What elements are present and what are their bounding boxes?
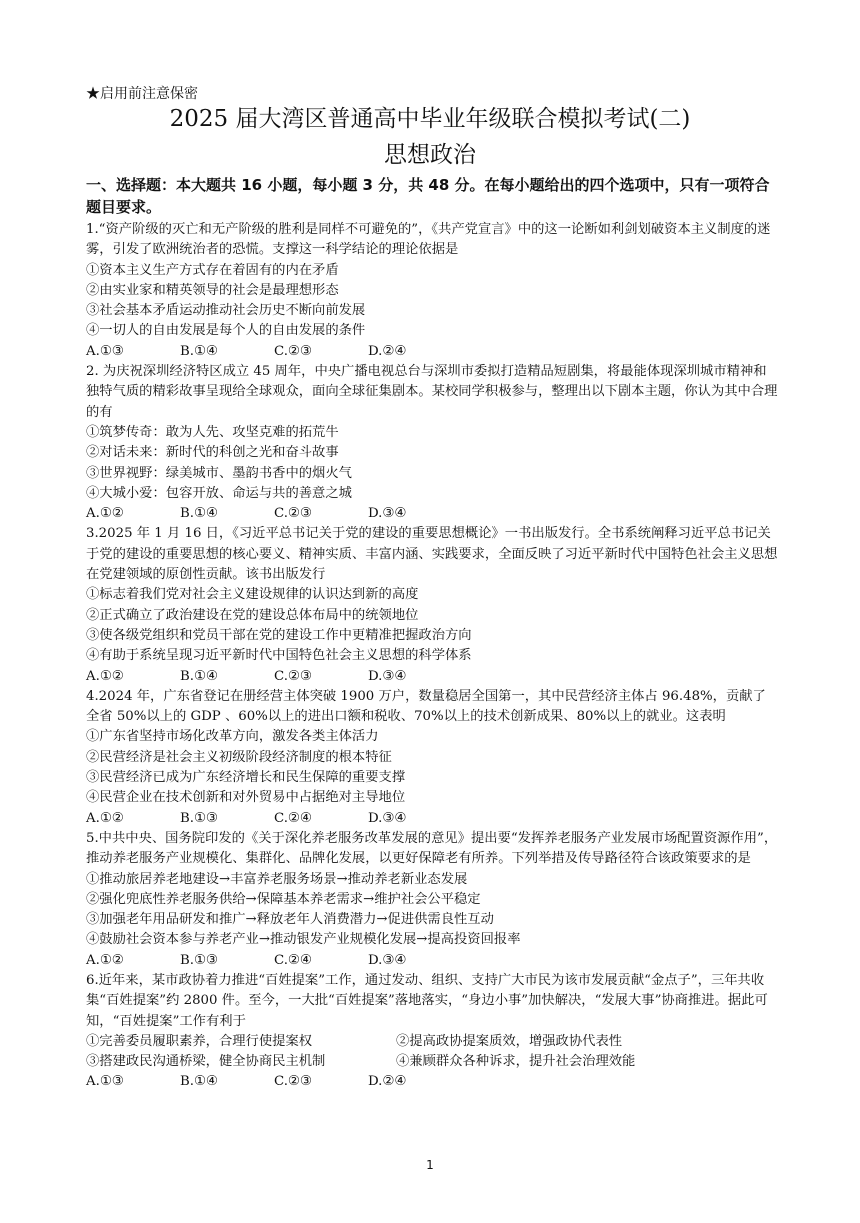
option-b: B.①③ xyxy=(180,952,218,968)
statement-item: ②提高政协提案质效，增强政协代表性 xyxy=(396,1033,623,1049)
option-d: D.②④ xyxy=(368,343,407,359)
statement-item: ②强化兜底性养老服务供给→保障基本养老需求→维护社会公平稳定 xyxy=(86,891,481,907)
statement-item: ①标志着我们党对社会主义建设规律的认识达到新的高度 xyxy=(86,587,419,603)
statement-item: ④兼顾群众各种诉求，提升社会治理效能 xyxy=(396,1054,636,1070)
statement-item: ④鼓励社会资本参与养老产业→推动银发产业规模化发展→提高投资回报率 xyxy=(86,932,521,948)
question-stem: 5.中共中央、国务院印发的《关于深化养老服务改革发展的意见》提出要“发挥养老服务产业发展市场配置资源作用”，推动养老服务产业规模化、集群化、品牌化发展，以更好保障老有所养。下列举措及传导路径符合该政策要求的是 xyxy=(86,830,778,867)
option-c: C.②③ xyxy=(274,668,312,684)
statement-item: ②对话未来：新时代的科创之光和奋斗故事 xyxy=(86,445,339,461)
statement-item: ②民营经济是社会主义初级阶段经济制度的根本特征 xyxy=(86,749,392,765)
statement-item: ③世界视野：绿美城市、墨韵书香中的烟火气 xyxy=(86,465,352,481)
option-c: C.②③ xyxy=(274,343,312,359)
option-b: B.①④ xyxy=(180,506,218,522)
option-a: A.①② xyxy=(86,668,124,684)
option-a: A.①② xyxy=(86,810,124,826)
statement-item: ①推动旅居养老地建设→丰富养老服务场景→推动养老新业态发展 xyxy=(86,871,468,887)
answer-options xyxy=(86,504,778,524)
option-d: D.③④ xyxy=(368,506,407,522)
answer-options xyxy=(86,951,778,971)
option-c: C.②③ xyxy=(274,506,312,522)
question-stem: 2. 为庆祝深圳经济特区成立 45 周年，中央广播电视总台与深圳市委拟打造精品短剧集，将最能体现深圳城市精神和独特气质的精彩故事呈现给全球观众，面向全球征集剧本。某校同学积极参与，整理出以下剧本主题，你认为其中合理的有 xyxy=(86,364,778,420)
answer-options xyxy=(86,809,778,829)
statement-item: ②正式确立了政治建设在党的建设总体布局中的统领地位 xyxy=(86,607,419,623)
exam-title: 2025 届大湾区普通高中毕业年级联合模拟考试(二) xyxy=(169,106,691,132)
statement-item: ①广东省坚持市场化改革方向，激发各类主体活力 xyxy=(86,729,379,745)
option-b: B.①③ xyxy=(180,810,218,826)
questions-body xyxy=(86,220,778,1093)
statement-item: ④民营企业在技术创新和对外贸易中占据绝对主导地位 xyxy=(86,790,406,806)
statement-item: ③社会基本矛盾运动推动社会历史不断向前发展 xyxy=(86,303,366,319)
statement-item: ③民营经济已成为广东经济增长和民生保障的重要支撑 xyxy=(86,770,406,786)
question-stem: 3.2025 年 1 月 16 日，《习近平总书记关于党的建设的重要思想概论》一书出版发行。全书系统阐释习近平总书记关于党的建设的重要思想的核心要义、精神实质、丰富内涵、实践要求，全面反映了习近平新时代中国特色社会主义思想在党建领域的原创性贡献。该书出版发行 xyxy=(86,526,778,583)
statement-item: ③加强老年用品研发和推广→释放老年人消费潜力→促进供需良性互动 xyxy=(86,912,494,928)
statement-row xyxy=(86,1032,778,1052)
option-d: D.③④ xyxy=(368,952,407,968)
question-5 xyxy=(86,829,778,971)
statement-item: ④一切人的自由发展是每个人的自由发展的条件 xyxy=(86,323,366,339)
answer-options xyxy=(86,1072,778,1092)
page-number: 1 xyxy=(426,1158,434,1172)
option-b: B.①④ xyxy=(180,668,218,684)
statement-item: ④有助于系统呈现习近平新时代中国特色社会主义思想的科学体系 xyxy=(86,648,472,664)
question-stem: 4.2024 年，广东省登记在册经营主体突破 1900 万户，数量稳居全国第一，其中民营经济主体占 96.48%，贡献了全省 50%以上的 GDP 、60%以上的进出口额和税收、70%以上的技术创新成果、80%以上的就业。这表明 xyxy=(86,688,766,725)
statement-item: ③搭建政民沟通桥梁，健全协商民主机制 xyxy=(86,1054,326,1070)
statement-item: ①筑梦传奇：敢为人先、攻坚克难的拓荒牛 xyxy=(86,424,339,440)
statement-item: ③使各级党组织和党员干部在党的建设工作中更精准把握政治方向 xyxy=(86,627,472,643)
statement-item: ②由实业家和精英领导的社会是最理想形态 xyxy=(86,282,339,298)
question-4 xyxy=(86,687,778,829)
question-6 xyxy=(86,971,778,1093)
option-c: C.②④ xyxy=(274,810,312,826)
question-2 xyxy=(86,362,778,524)
option-a: A.①② xyxy=(86,506,124,522)
statement-item: ①资本主义生产方式存在着固有的内在矛盾 xyxy=(86,262,339,278)
answer-options xyxy=(86,667,778,687)
question-3 xyxy=(86,524,778,686)
question-stem: 6.近年来，某市政协着力推进“百姓提案”工作，通过发动、组织、支持广大市民为该市发展贡献“金点子”，三年共收集“百姓提案”约 2800 件。至今，一大批“百姓提案”落地落实，“身边小事”加快解决，“发展大事”协商推进。据此可知，“百姓提案”工作有利于 xyxy=(86,972,768,1029)
option-b: B.①④ xyxy=(180,1074,218,1090)
question-1 xyxy=(86,220,778,362)
option-d: D.③④ xyxy=(368,668,407,684)
statement-item: ④大城小爱：包容开放、命运与共的善意之城 xyxy=(86,485,352,501)
statement-item: ①完善委员履职素养，合理行使提案权 xyxy=(86,1033,313,1049)
option-d: D.③④ xyxy=(368,810,407,826)
question-stem: 1.“资产阶级的灭亡和无产阶级的胜利是同样不可避免的”，《共产党宣言》中的这一论断如利剑划破资本主义制度的迷雾，引发了欧洲统治者的恐慌。支撑这一科学结论的理论依据是 xyxy=(86,222,771,258)
option-c: C.②③ xyxy=(274,1074,312,1090)
option-d: D.②④ xyxy=(368,1074,407,1090)
option-a: A.①③ xyxy=(86,1074,124,1090)
option-b: B.①④ xyxy=(180,343,218,359)
statement-row xyxy=(86,1052,778,1072)
option-a: A.①③ xyxy=(86,343,124,359)
section-heading: 一、选择题：本大题共 16 小题，每小题 3 分，共 48 分。在每小题给出的四个选项中，只有一项符合题目要求。 xyxy=(86,176,770,216)
answer-options xyxy=(86,342,778,362)
confidential-notice: ★启用前注意保密 xyxy=(86,86,198,102)
option-c: C.②④ xyxy=(274,952,312,968)
subject-title: 思想政治 xyxy=(384,142,476,168)
option-a: A.①② xyxy=(86,952,124,968)
